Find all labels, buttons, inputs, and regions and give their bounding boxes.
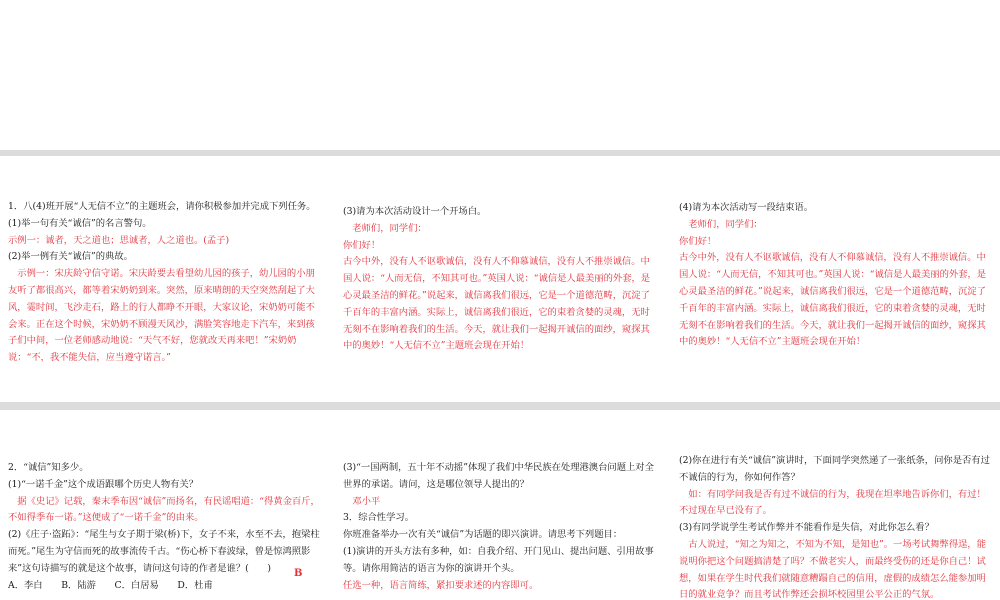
answer-mark: B [294,568,303,579]
text-line: 你们好！ [343,239,381,251]
text-line: 示例一：宋庆龄守信守诺。宋庆龄要去看望幼儿园的孩子，幼儿园的小朋友听了都很高兴，都等着宋奶奶到来。突然，原来晴朗的天空突然刮起了大风，霎时间，飞沙走石，路上的行人都睁不开眼，大家议论，宋奶奶可能不会来。正在这个时候，宋奶奶不顾漫天风沙，满脸笑容地走下汽车，来到孩子们中间，一位老师感动地说：“天气不好，您就改天再来吧！”宋奶奶说：“不，我不能失信，应当遵守诺言。” [8,268,315,364]
text-line: 示例一：诚者，天之道也；思诚者，人之道也。(孟子) [8,234,230,246]
panel-speech-questions [671,410,1000,600]
text-line: (3)有同学说学生考试作弊并不能看作是失信，对此你怎么看？ [679,522,934,534]
text-line: (3)请为本次活动设计一个开场白。 [343,206,487,217]
text-line: (1)举一句有关“诚信”的名言警句。 [8,217,152,229]
text-line: 老师们，同学们： [688,218,763,230]
text-line: 古今中外，没有人不讴歌诚信，没有人不仰慕诚信，没有人不推崇诚信。中国人说：“人而无信，不知其可也。”英国人说：“诚信是人最美丽的外套，是心灵最圣洁的鲜花。”说起来，诚信离我们很远，它是一个道德范畴，沉淀了千百年的丰富内涵。实际上，诚信离我们很近，它的束着贪婪的灵魂，无时无刻不在影响着我们的生活。今天，就让我们一起揭开诚信的面纱，窥探其中的奥妙！“人无信不立”主题班会现在开始！ [679,252,987,348]
slide-gap-middle [0,402,1000,410]
text-line: 古人说过，“知之为知之，不知为不知，是知也”。一场考试舞弊得逞，能说明你把这个问题搞清楚了吗？不做老实人，而最终受伤的还是你自己！试想，如果在学生时代我们就随意糟蹋自己的信用，虚假的成绩怎么能参加明日的就业竞争？而且考试作弊还会损坏校园里公平公正的气氛。 [679,538,987,600]
text-line: 1．八(4)班开展“人无信不立”的主题班会，请你积极参加并完成下列任务。 [8,201,316,212]
panel-opening-speech [335,156,665,402]
text-line: 你们好！ [679,235,717,247]
text-line: (2)《庄子·盗跖》：“尾生与女子期于梁(桥)下，女子不来，水至不去，抱梁柱而死。”尾生为守信而死的故事流传千古。“伤心桥下春波绿，曾是惊鸿照影来”这句诗描写的就是这个故事，请问这句诗的作者是谁？( ) [8,529,320,574]
text-line: 3．综合性学习。 [343,512,414,524]
text-line: 老师们，同学们： [352,222,427,234]
text-line: A．李白 B．陆游 C．白居易 D．杜甫 [8,579,213,591]
panel-question-1 [0,156,329,402]
text-line: 古今中外，没有人不讴歌诚信，没有人不仰慕诚信，没有人不推崇诚信。中国人说：“人而无信，不知其可也。”英国人说：“诚信是人最美丽的外套，是心灵最圣洁的鲜花。”说起来，诚信离我们很远，它是一个道德范畴，沉淀了千百年的丰富内涵。实际上，诚信离我们很近，它的束着贪婪的灵魂，无时无刻不在影响着我们的生活。今天，就让我们一起揭开诚信的面纱，窥探其中的奥妙！“人无信不立”主题班会现在开始！ [343,256,651,352]
text-line: (1)演讲的开头方法有多种，如：自我介绍、开门见山、提出问题、引用故事等。请你用简洁的语言为你的演讲开个头。 [343,545,654,574]
text-line: 任选一种，语言简练，紧扣要求述的内容即可。 [343,579,539,591]
text-line: (2)你在进行有关“诚信”演讲时，下面同学突然递了一张纸条，问你是否有过不诚信的行为，你如何作答？ [679,455,990,483]
text-line: 2．“诚信”知多少。 [8,462,89,473]
panel-question-3 [335,410,665,600]
text-line: 如：有同学问我是否有过不诚信的行为，我现在坦率地告诉你们，有过！不过现在早已没有了。 [679,488,986,517]
panel-question-2 [0,410,329,600]
text-line: (3)“一国两制，五十年不动摇”体现了我们中华民族在处理港澳台问题上对全世界的承诺。请问，这是哪位领导人提出的？ [343,462,654,490]
text-line: 据《史记》记载，秦末季布因“诚信”而扬名，有民谣唱道：“得黄金百斤，不如得季布一诺。”这便成了“一诺千金”的由来。 [8,495,320,524]
text-line: (4)请为本次活动写一段结束语。 [679,202,814,213]
panel-closing-speech [671,156,1000,402]
text-line: 你班准备举办一次有关“诚信”为话题的即兴演讲。请思考下列题目： [343,529,623,541]
text-line: 邓小平 [352,495,381,507]
text-line: (1)“一诺千金”这个成语跟哪个历史人物有关？ [8,478,199,490]
text-line: (2)举一例有关“诚信”的典故。 [8,251,133,263]
